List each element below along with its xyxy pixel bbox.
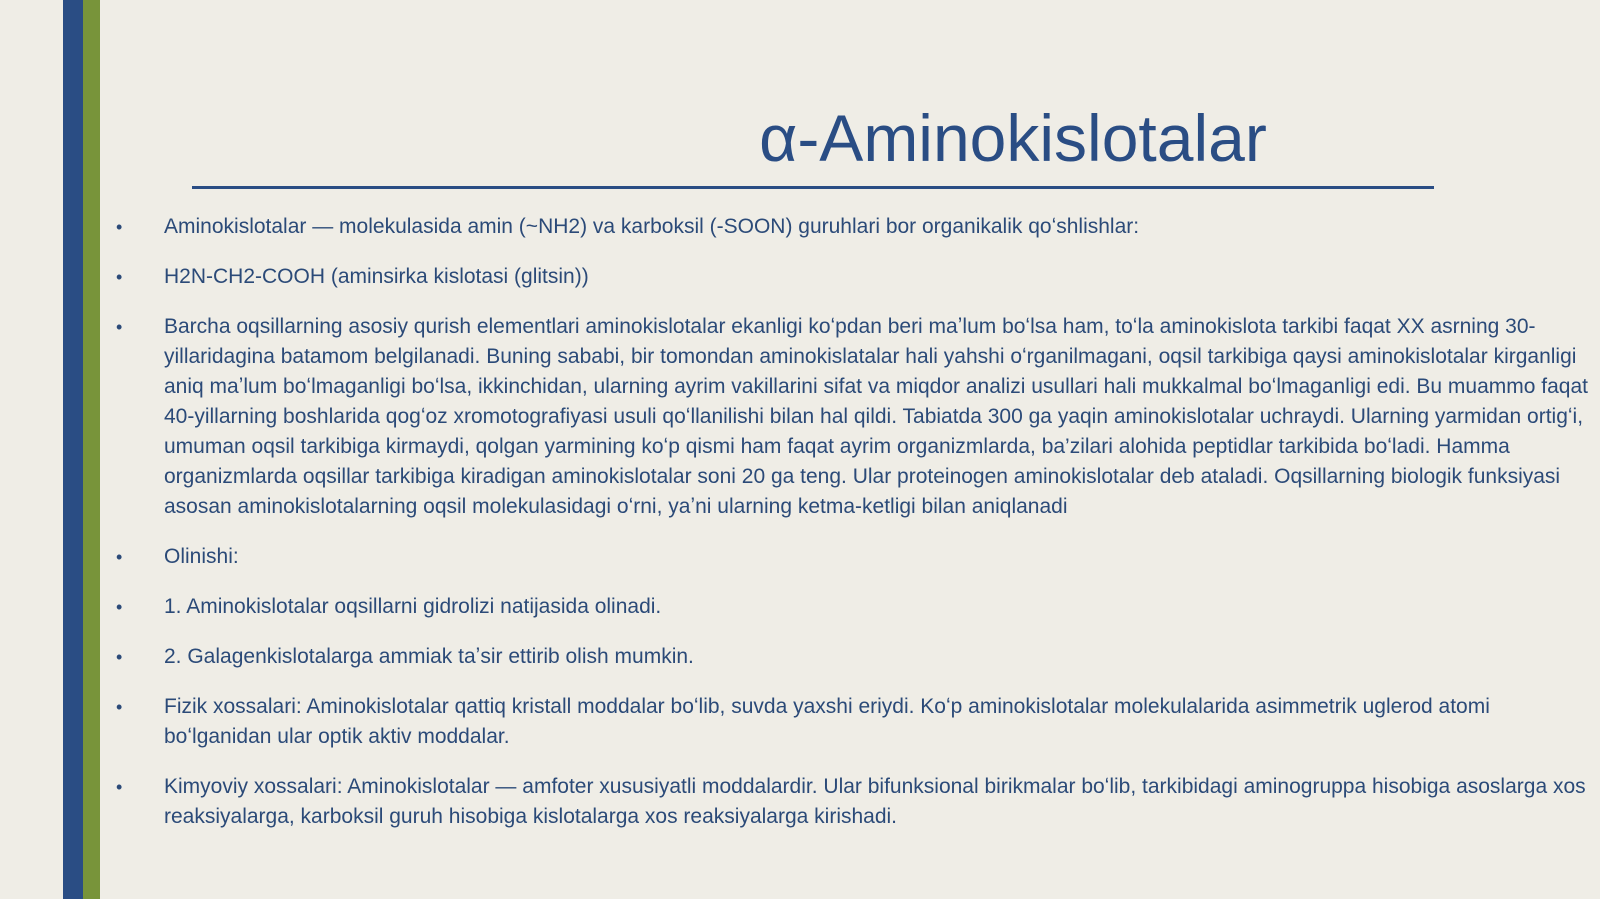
bullet-text: Olinishi: bbox=[164, 545, 239, 568]
bullet-item-formula bbox=[112, 262, 1592, 292]
bullet-text: Fizik xossalari: Aminokislotalar qattiq kristall moddalar boʻlib, suvda yaxshi eriydi. Koʻp aminokislotalar molekulalarida asimmetrik uglerod atomi boʻlganidan ular optik aktiv moddalar. bbox=[164, 695, 1490, 748]
bullet-dot-icon: • bbox=[116, 777, 123, 797]
bullet-item-chemical-properties bbox=[112, 772, 1592, 832]
bullet-dot-icon: • bbox=[116, 647, 123, 667]
bullet-dot-icon: • bbox=[116, 697, 123, 717]
bullet-item-preparation-2 bbox=[112, 642, 1592, 672]
bullet-text: 2. Galagenkislotalarga ammiak taʼsir ettirib olish mumkin. bbox=[164, 645, 694, 668]
bullet-item-history bbox=[112, 312, 1592, 522]
bullet-list bbox=[112, 212, 1592, 852]
bullet-dot-icon: • bbox=[116, 547, 123, 567]
bullet-text: Barcha oqsillarning asosiy qurish elementlari aminokislotalar ekanligi koʻpdan beri maʼlum boʻlsa ham, toʻla aminokislota tarkibi faqat XX asrning 30-yillaridagina batamom belgilanadi. Buning sababi, bir tomondan aminokislatalar hali yahshi oʻrganilmagani, oqsil tarkibiga qaysi aminokislotalar kirganligi aniq maʼlum boʻlmaganligi boʻlsa, ikkinchidan, ularning ayrim vakillarini sifat va miqdor analizi usullari hali mukkalmal boʻlmaganligi edi. Bu muammo faqat 40-yillarning boshlarida qogʻoz xromotografiyasi usuli qoʻllanilishi bilan hal qildi. Tabiatda 300 ga yaqin aminokislotalar uchraydi. Ularning yarmidan ortigʻi, umuman oqsil tarkibiga kirmaydi, qolgan yarmining koʻp qismi ham faqat ayrim organizmlarda, ba’zilari alohida peptidlar tarkibida boʻladi. Hamma organizmlarda oqsillar tarkibiga kiradigan aminokislotalar soni 20 ga teng. Ular proteinogen aminokislotalar deb ataladi. Oqsillarning biologik funksiyasi asosan aminokislotalarning oqsil molekulasidagi oʻrni, yaʼni ularning ketma-ketligi bilan aniqlanadi bbox=[164, 315, 1588, 518]
slide-title: α-Aminokislotalar bbox=[759, 101, 1267, 175]
bullet-item-definition bbox=[112, 212, 1592, 242]
bullet-item-physical-properties bbox=[112, 692, 1592, 752]
bullet-dot-icon: • bbox=[116, 597, 123, 617]
bullet-dot-icon: • bbox=[116, 217, 123, 237]
bullet-text: H2N-CH2-COOH (aminsirka kislotasi (glitsin)) bbox=[164, 265, 589, 288]
bullet-text: 1. Aminokislotalar oqsillarni gidrolizi natijasida olinadi. bbox=[164, 595, 662, 618]
bullet-item-preparation-1 bbox=[112, 592, 1592, 622]
left-accent-bar-green bbox=[83, 0, 100, 899]
bullet-item-preparation-heading bbox=[112, 542, 1592, 572]
bullet-dot-icon: • bbox=[116, 317, 123, 337]
title-underline bbox=[192, 186, 1434, 189]
bullet-dot-icon: • bbox=[116, 267, 123, 287]
bullet-text: Kimyoviy xossalari: Aminokislotalar — amfoter xususiyatli moddalardir. Ular bifunksional birikmalar boʻlib, tarkibidagi aminogruppa hisobiga asoslarga xos reaksiyalarga, karboksil guruh hisobiga kislotalarga xos reaksiyalarga kirishadi. bbox=[164, 775, 1586, 828]
left-accent-bar-blue bbox=[63, 0, 83, 899]
bullet-text: Aminokislotalar — molekulasida amin (~NH2) va karboksil (-SOON) guruhlari bor organikalik qoʻshlishlar: bbox=[164, 215, 1140, 238]
